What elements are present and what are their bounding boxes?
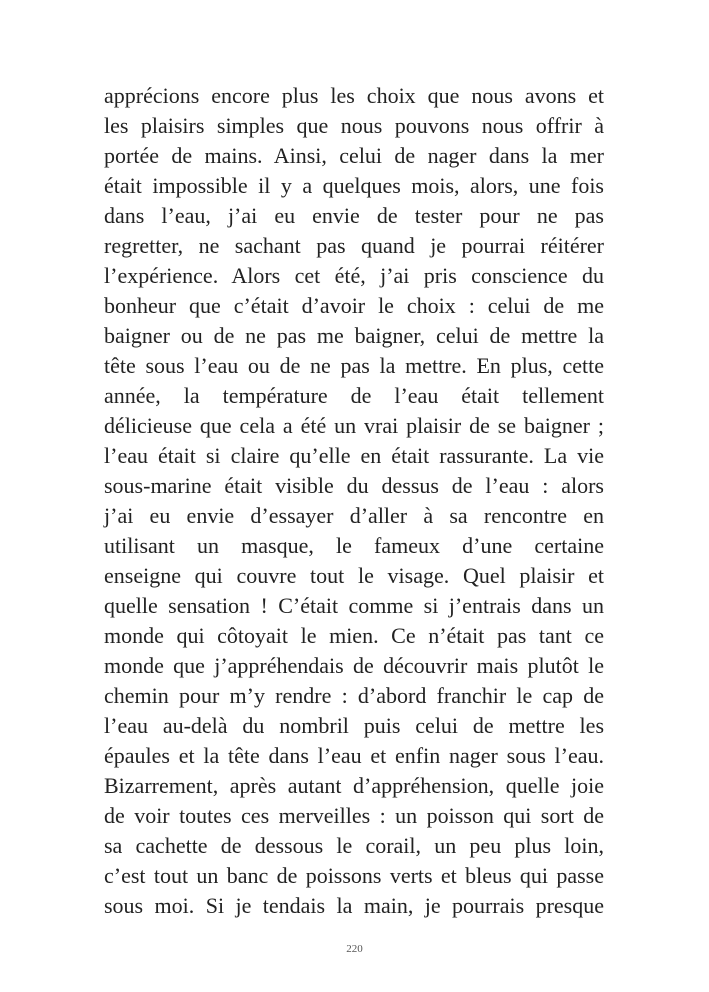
text-line: année, la température de l’eau était tellement (104, 383, 604, 408)
text-line: regretter, ne sachant pas quand je pourrai réitérer (104, 233, 604, 258)
text-line: monde que j’appréhendais de découvrir mais plutôt le (104, 653, 604, 678)
text-line: apprécions encore plus les choix que nous avons et (104, 83, 604, 108)
text-line: l’expérience. Alors cet été, j’ai pris conscience du (104, 263, 604, 288)
text-line: chemin pour m’y rendre : d’abord franchir le cap de (104, 683, 604, 708)
text-line: j’ai eu envie d’essayer d’aller à sa rencontre en (104, 503, 604, 528)
text-line: était impossible il y a quelques mois, alors, une fois (104, 173, 604, 198)
text-line: monde qui côtoyait le mien. Ce n’était pas tant ce (104, 623, 604, 648)
page-number: 220 (346, 943, 363, 955)
text-line: sous moi. Si je tendais la main, je pourrais presque (104, 893, 604, 918)
body-text (104, 81, 604, 921)
text-line: Bizarrement, après autant d’appréhension, quelle joie (104, 773, 604, 798)
text-line: utilisant un masque, le fameux d’une certaine (104, 533, 604, 558)
text-line: l’eau était si claire qu’elle en était rassurante. La vie (104, 443, 604, 468)
text-line: épaules et la tête dans l’eau et enfin nager sous l’eau. (104, 743, 604, 768)
text-line: sa cachette de dessous le corail, un peu plus loin, (104, 833, 604, 858)
text-line: les plaisirs simples que nous pouvons nous offrir à (104, 113, 604, 138)
text-line: l’eau au-delà du nombril puis celui de mettre les (104, 713, 604, 738)
text-line: dans l’eau, j’ai eu envie de tester pour ne pas (104, 203, 604, 228)
text-line: de voir toutes ces merveilles : un poisson qui sort de (104, 803, 604, 828)
text-line: quelle sensation ! C’était comme si j’entrais dans un (104, 593, 604, 618)
text-line: enseigne qui couvre tout le visage. Quel plaisir et (104, 563, 604, 588)
text-line: bonheur que c’était d’avoir le choix : celui de me (104, 293, 604, 318)
text-line: tête sous l’eau ou de ne pas la mettre. En plus, cette (104, 353, 604, 378)
text-line: sous-marine était visible du dessus de l’eau : alors (104, 473, 604, 498)
text-line: c’est tout un banc de poissons verts et bleus qui passe (104, 863, 604, 888)
text-line: portée de mains. Ainsi, celui de nager dans la mer (104, 143, 604, 168)
text-line: délicieuse que cela a été un vrai plaisir de se baigner ; (104, 413, 604, 438)
text-line: baigner ou de ne pas me baigner, celui de mettre la (104, 323, 604, 348)
